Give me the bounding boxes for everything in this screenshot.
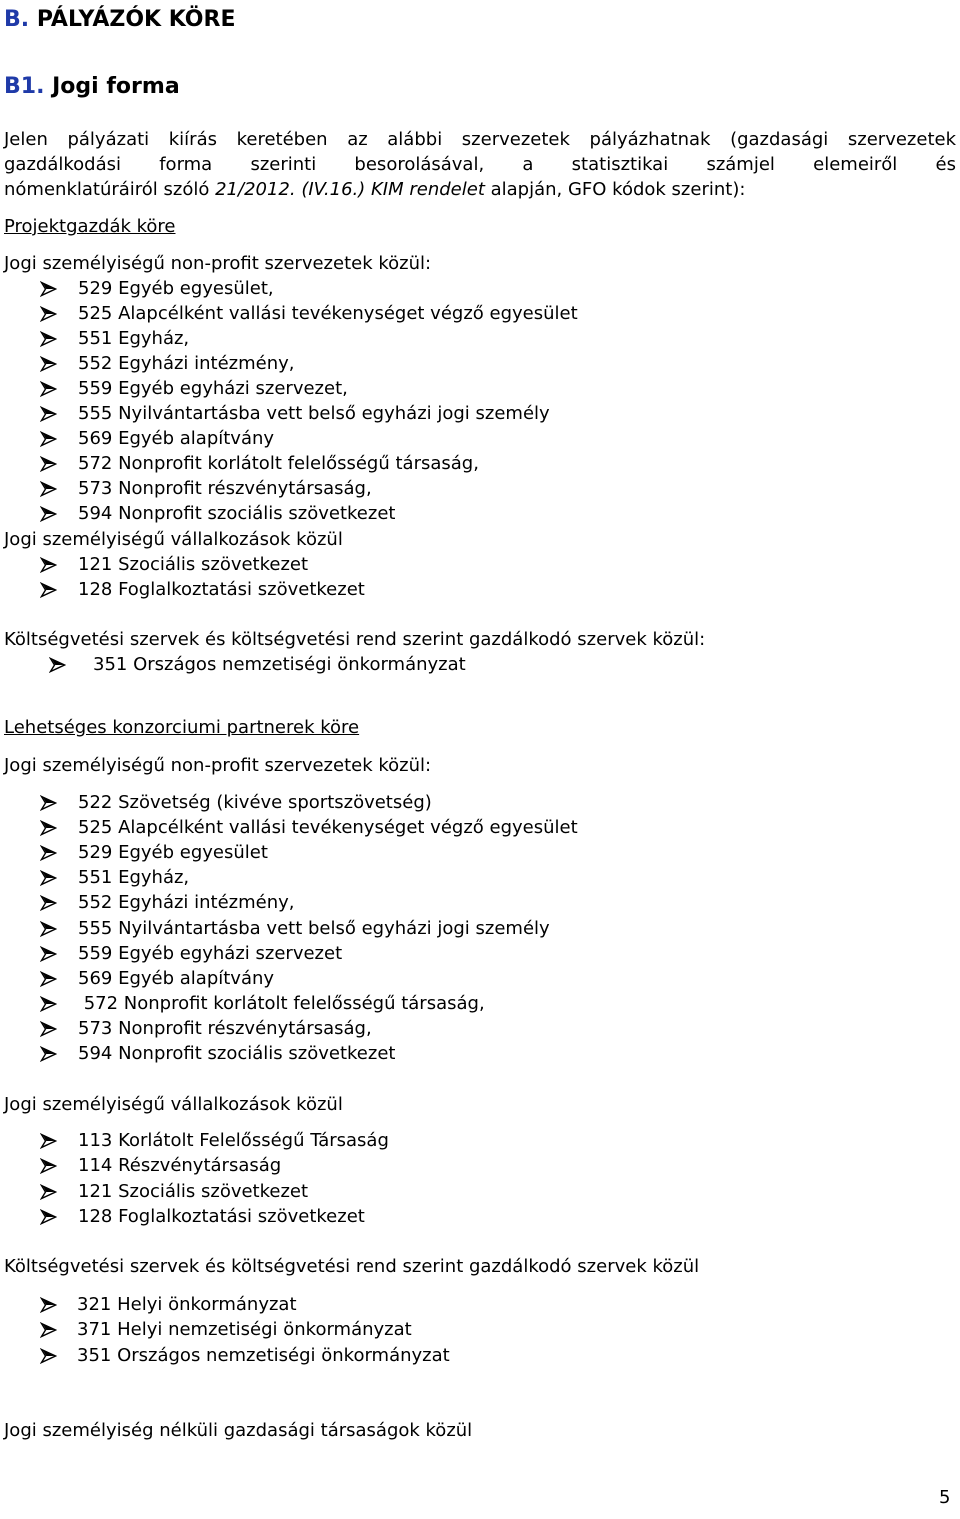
intro-line-3 xyxy=(4,177,956,202)
arrowhead-bullet-icon xyxy=(40,795,57,811)
list-item-label: 573 Nonprofit részvénytársaság, xyxy=(78,478,372,499)
intro-line-3-end: alapján, GFO kódok szerint): xyxy=(484,179,746,200)
page-number: 5 xyxy=(939,1487,951,1508)
list-item-label: 529 Egyéb egyesület, xyxy=(78,278,274,299)
arrowhead-bullet-icon xyxy=(40,431,57,447)
list-item-label: 371 Helyi nemzetiségi önkormányzat xyxy=(77,1319,412,1341)
section-letter: B. xyxy=(4,7,30,32)
arrowhead-bullet-icon xyxy=(40,281,57,297)
list-item-label: 113 Korlátolt Felelősségű Társaság xyxy=(78,1130,389,1151)
arrowhead-bullet-icon xyxy=(40,381,57,397)
arrowhead-bullet-icon xyxy=(40,1046,57,1062)
projektgazdak-koltsegvetesi-label: Költségvetési szervek és költségvetési rend szerint gazdálkodó szervek közül: xyxy=(4,629,706,650)
list-item-label: 351 Országos nemzetiségi önkormányzat xyxy=(93,654,466,675)
arrowhead-bullet-icon xyxy=(40,481,57,497)
list-item-label: 128 Foglalkoztatási szövetkezet xyxy=(78,579,365,600)
arrowhead-bullet-icon xyxy=(40,845,57,861)
arrowhead-bullet-icon xyxy=(40,996,57,1012)
arrowhead-bullet-icon xyxy=(40,582,57,598)
arrowhead-bullet-icon xyxy=(40,1322,57,1338)
arrowhead-bullet-icon xyxy=(40,1297,57,1313)
subsection-heading xyxy=(4,74,180,99)
list-item-label: 529 Egyéb egyesület xyxy=(78,842,268,864)
list-item-label: 573 Nonprofit részvénytársaság, xyxy=(78,1017,372,1039)
arrowhead-bullet-icon xyxy=(40,1184,57,1200)
list-item-label: 572 Nonprofit korlátolt felelősségű társaság, xyxy=(78,453,479,474)
arrowhead-bullet-icon xyxy=(40,820,57,836)
list-item-label: 551 Egyház, xyxy=(78,867,190,889)
subsection-number: B1. xyxy=(4,74,45,99)
arrowhead-bullet-icon xyxy=(40,1158,57,1174)
arrowhead-bullet-icon xyxy=(40,331,57,347)
arrowhead-bullet-icon xyxy=(40,506,57,522)
list-item-label: 128 Foglalkoztatási szövetkezet xyxy=(78,1205,365,1227)
section-title: PÁLYÁZÓK KÖRE xyxy=(36,7,236,32)
arrowhead-bullet-icon xyxy=(40,1348,57,1364)
list-item-label: 551 Egyház, xyxy=(78,328,190,349)
intro-paragraph xyxy=(4,127,956,202)
arrowhead-bullet-icon xyxy=(40,557,57,573)
arrowhead-bullet-icon xyxy=(40,870,57,886)
konzorcium-gazdasagi-label: Jogi személyiség nélküli gazdasági társaságok közül xyxy=(4,1420,473,1441)
list-item-label: 552 Egyházi intézmény, xyxy=(78,353,295,374)
list-item-label: 525 Alapcélként vallási tevékenységet végző egyesület xyxy=(78,817,578,839)
konzorcium-nonprofit-label: Jogi személyiségű non-profit szervezetek közül: xyxy=(4,755,432,776)
arrowhead-bullet-icon xyxy=(40,456,57,472)
arrowhead-bullet-icon xyxy=(40,895,57,911)
section-heading xyxy=(4,7,235,32)
arrowhead-bullet-icon xyxy=(40,1209,57,1225)
list-item-label: 559 Egyéb egyházi szervezet, xyxy=(78,378,348,399)
intro-line-2: gazdálkodási forma szerinti besorolásával, a statisztikai számjel elemeiről és xyxy=(4,154,956,175)
list-item-label: 351 Országos nemzetiségi önkormányzat xyxy=(77,1344,450,1366)
list-item-label: 321 Helyi önkormányzat xyxy=(77,1294,297,1315)
list-item-label: 572 Nonprofit korlátolt felelősségű társaság, xyxy=(78,992,485,1014)
subsection-title: Jogi forma xyxy=(52,74,180,99)
list-item-label: 594 Nonprofit szociális szövetkezet xyxy=(78,503,396,524)
list-item-label: 121 Szociális szövetkezet xyxy=(78,554,309,575)
arrowhead-bullet-icon xyxy=(40,971,57,987)
arrowhead-bullet-icon xyxy=(49,657,66,673)
konzorcium-koltsegvetesi-label: Költségvetési szervek és költségvetési rend szerint gazdálkodó szervek közül xyxy=(4,1256,700,1277)
konzorcium-heading: Lehetséges konzorciumi partnerek köre xyxy=(4,717,360,738)
intro-line-3-start: nómenklatúráiról szóló xyxy=(4,179,216,200)
intro-regulation-reference: 21/2012. (IV.16.) KIM rendelet xyxy=(215,179,485,200)
list-item-label: 121 Szociális szövetkezet xyxy=(78,1180,309,1202)
list-item-label: 525 Alapcélként vallási tevékenységet végző egyesület xyxy=(78,303,578,324)
projektgazdak-nonprofit-label: Jogi személyiségű non-profit szervezetek közül: xyxy=(4,253,432,274)
arrowhead-bullet-icon xyxy=(40,1021,57,1037)
intro-line-1: Jelen pályázati kiírás keretében az alábbi szervezetek pályázhatnak (gazdasági szervezetek xyxy=(4,129,956,150)
list-item-label: 114 Részvénytársaság xyxy=(78,1155,282,1177)
list-item-label: 559 Egyéb egyházi szervezet xyxy=(78,942,343,964)
list-item-label: 552 Egyházi intézmény, xyxy=(78,892,295,914)
projektgazdak-vallalkozas-label: Jogi személyiségű vállalkozások közül xyxy=(4,529,343,550)
arrowhead-bullet-icon xyxy=(40,356,57,372)
arrowhead-bullet-icon xyxy=(40,306,57,322)
arrowhead-bullet-icon xyxy=(40,406,57,422)
arrowhead-bullet-icon xyxy=(40,946,57,962)
list-item-label: 522 Szövetség (kivéve sportszövetség) xyxy=(78,792,432,813)
arrowhead-bullet-icon xyxy=(40,1133,57,1149)
arrowhead-bullet-icon xyxy=(40,921,57,937)
list-item-label: 555 Nyilvántartásba vett belső egyházi jogi személy xyxy=(78,403,550,424)
list-item-label: 569 Egyéb alapítvány xyxy=(78,428,275,449)
list-item-label: 569 Egyéb alapítvány xyxy=(78,967,275,989)
projektgazdak-heading: Projektgazdák köre xyxy=(4,216,176,237)
list-item-label: 594 Nonprofit szociális szövetkezet xyxy=(78,1043,396,1064)
konzorcium-vallalkozas-label: Jogi személyiségű vállalkozások közül xyxy=(4,1094,343,1115)
list-item-label: 555 Nyilvántartásba vett belső egyházi jogi személy xyxy=(78,917,550,939)
